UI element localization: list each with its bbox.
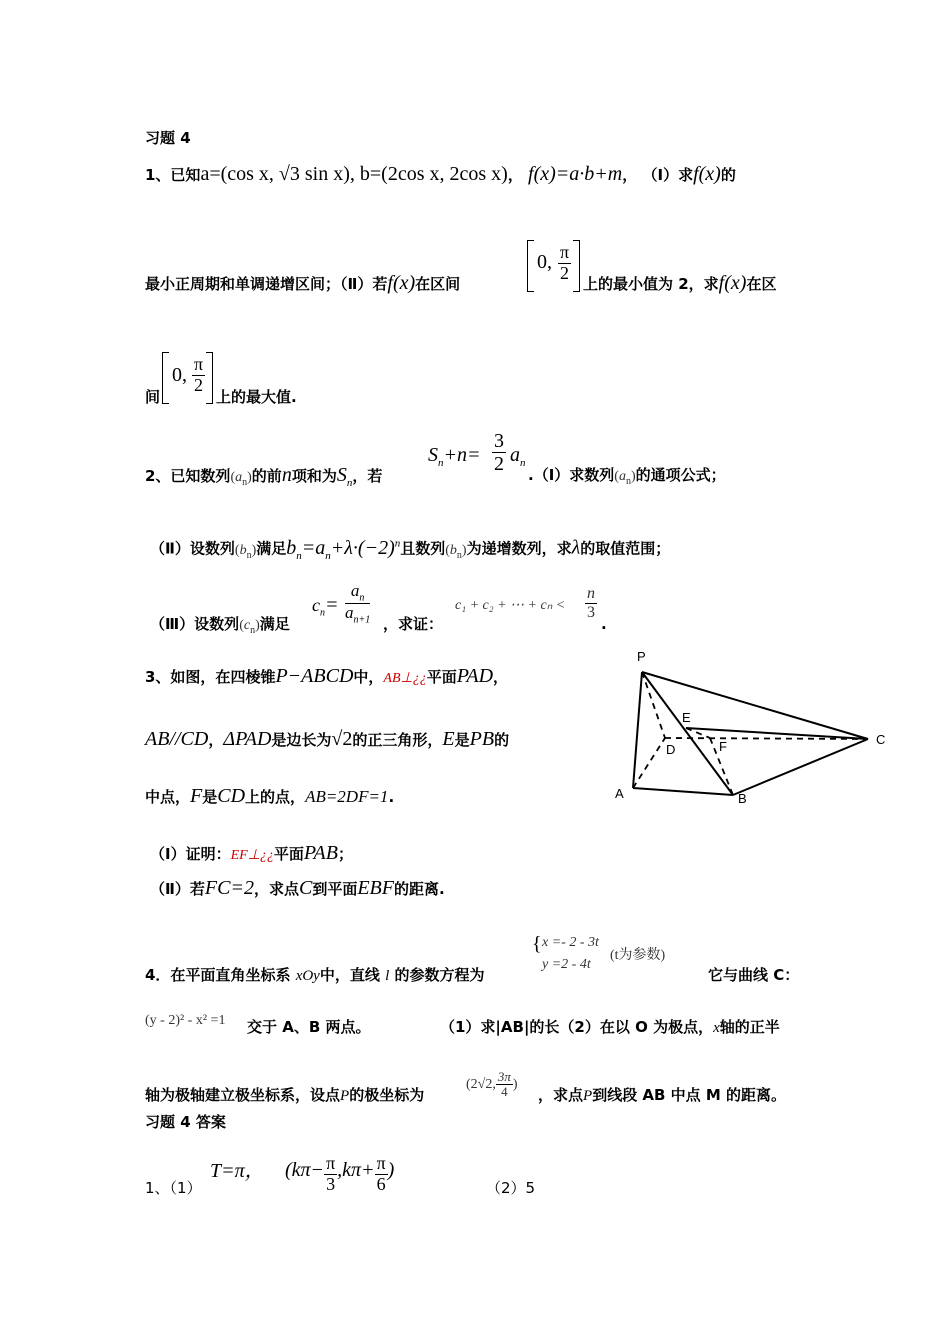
p3-t2: 平面: [426, 668, 457, 686]
p2-t3: ，若: [352, 467, 383, 485]
interval-pi-over-2: [558, 243, 571, 284]
sum-num: n: [587, 585, 595, 602]
p3-pab: PAB: [303, 842, 338, 864]
p3-q1b: 平面: [273, 845, 304, 863]
problem-1-line-2b: [583, 273, 776, 294]
p3-cd: CD: [217, 785, 246, 807]
problem-1-line-2: [145, 273, 460, 294]
p1-l3a: 间: [145, 388, 161, 406]
p2-l3b: 满足: [259, 615, 290, 633]
p3-e: E: [442, 728, 455, 750]
p4-l2c: 轴的正半: [719, 1018, 780, 1036]
p4-l3a: 轴为极轴建立极坐标系，设点: [145, 1086, 341, 1104]
p4-l: l: [385, 968, 390, 984]
problem-4-line-2b: [440, 1017, 780, 1038]
p4-t2: 的参数方程为: [394, 966, 485, 984]
p2-lambda: λ: [571, 536, 581, 559]
p2-t5: 的通项公式；: [635, 466, 726, 484]
p1-q1-fx: f(x): [693, 163, 721, 185]
two2: 2: [194, 374, 204, 395]
problem-4-line-3b: [538, 1085, 786, 1106]
interval2-right-bracket: [206, 352, 213, 404]
problem-3-line-2: [145, 729, 509, 750]
p3-l3a: 中点，: [145, 788, 191, 806]
label-b: B: [738, 791, 747, 806]
p2-bn: $(b_n)$: [234, 542, 257, 561]
p4-P: P: [340, 1088, 350, 1104]
problem-3-line-1: [145, 666, 508, 689]
problem-3-line-3: [145, 786, 394, 807]
answer-1-interval: (kπ− $\frac{\pi}{3}$ ,kπ+ $\frac{\pi}{6}$ ): [285, 1153, 395, 1194]
edge-ad: [633, 738, 665, 788]
p3-q2c: 到平面: [312, 880, 358, 898]
p1-l2c: 上的最小值为 2，求: [583, 275, 719, 293]
p4-lead: 4．在平面直角坐标系: [145, 966, 291, 984]
p4-l2b: （1）求|AB|的长（2）在以 O 为极点，: [440, 1018, 714, 1036]
p4-t1: 中，直线: [319, 966, 380, 984]
p4-l2a: 交于 A、B 两点。: [247, 1018, 371, 1036]
p2-l2a: （Ⅱ）设数列: [150, 539, 235, 558]
p3-l2d: 是边长为: [271, 731, 332, 749]
edge-ab: [633, 788, 733, 795]
p4-l3b: 的极坐标为: [349, 1086, 425, 1104]
p1-l2-fx2: f(x): [718, 272, 747, 294]
p3-l2g: 的: [494, 731, 510, 749]
pyramid-figure: [600, 640, 900, 820]
p2-sum: c₁ + c₂ + ⋯ + cₙ <: [455, 598, 566, 613]
label-a: A: [615, 786, 624, 801]
interval2-left-bracket: [162, 352, 169, 404]
p4-xoy: xOy: [295, 968, 320, 984]
p2-t4: .（Ⅰ）求数列: [528, 466, 615, 484]
p3-c: C: [298, 877, 313, 899]
p2-l3a: （Ⅲ）设数列: [150, 615, 240, 633]
p2-sn: $S_n$: [336, 464, 353, 489]
p3-triangle: ΔPAD: [223, 728, 272, 750]
p1-l2-fx: f(x): [387, 272, 416, 294]
interval-right-bracket: [573, 240, 580, 292]
problem-3-q2: [150, 878, 445, 899]
two: 2: [560, 262, 570, 283]
p3-l3c: 上的点，: [245, 788, 306, 806]
p3-q2d: 的距离.: [393, 880, 445, 898]
problem-2-line-3: [150, 614, 290, 641]
p3-q1c: ；: [338, 845, 354, 863]
edge-pa: [633, 672, 642, 788]
p2-l2e: 的取值范围；: [580, 539, 671, 558]
p4-system: [542, 932, 599, 976]
p3-t3: ，: [493, 668, 509, 686]
problem-2-line-1b: [528, 465, 726, 492]
edge-pd: [642, 672, 665, 738]
answer-1-label: 1、（1）: [145, 1179, 202, 1197]
label-f: F: [719, 739, 727, 754]
page-title: 习题 4: [145, 129, 191, 147]
edge-pb: [642, 672, 733, 795]
problem-4-line-3: [145, 1085, 424, 1106]
p2-l2c: 且数列: [400, 539, 446, 558]
p1-lead: 1、已知: [145, 166, 201, 184]
p2-t1n: n: [281, 464, 292, 486]
p2-bn2: $(b_n)$: [445, 542, 467, 561]
problem-4-line-1: [145, 965, 485, 986]
den-2: 2: [494, 453, 504, 475]
p4-P2: P: [583, 1088, 593, 1104]
p4-t3: 它与曲线 C：: [708, 966, 800, 984]
label-d: D: [666, 742, 676, 757]
problem-1-line-1: 1、已知a=(cos x, √3 sin x), b=(2cos x, 2cos x)， f(x)=a·b+m， （Ⅰ）求f(x)的: [145, 163, 736, 185]
p3-l2e: 的正三角形，: [352, 731, 443, 749]
problem-1-line-3: [145, 387, 160, 407]
interval-left-bracket: [527, 240, 534, 292]
p2-eq-an: $a_n$: [510, 444, 526, 469]
p3-pad: PAD: [456, 665, 494, 687]
p1-fx-def: f(x)=a·b+m: [528, 163, 623, 185]
p3-f: F: [190, 785, 203, 807]
pi: π: [560, 242, 570, 262]
p3-pyramid: P−ABCD: [275, 665, 354, 687]
p3-l2b: ，: [208, 731, 224, 749]
p3-lead: 3、如图，在四棱锥: [145, 668, 276, 686]
p2-an-frac: [345, 582, 370, 626]
sum-den: 3: [587, 603, 595, 621]
label-p: P: [637, 649, 646, 664]
p2-eq-lhs: $S_n+n=$: [428, 444, 481, 469]
p2-lead: 2、已知数列: [145, 467, 231, 485]
p4-l3d: 到线段 AB 中点 M 的距离。: [592, 1086, 787, 1104]
problem-4-line-2: [247, 1017, 371, 1037]
p3-l3b: 是: [202, 788, 218, 806]
frac-num: $a_n$: [345, 582, 370, 604]
p3-ef-perp: EF⊥¿¿: [230, 848, 274, 863]
p3-sqrt2: √2: [331, 728, 353, 750]
p2-cn-eq: $c_n=$: [312, 594, 339, 619]
label-c: C: [876, 732, 886, 747]
p3-ab-cd: AB//CD: [145, 728, 209, 750]
interval-zero: 0,: [537, 251, 552, 273]
answer-1-part2: （2）5: [486, 1179, 536, 1197]
p3-l2f: 是: [454, 731, 470, 749]
answer-1-T: T=π，: [210, 1160, 265, 1182]
answers-title: 习题 4 答案: [145, 1113, 226, 1131]
p2-an: $(a_n)$: [230, 470, 252, 488]
p3-q1a: （Ⅰ）证明：: [150, 845, 231, 863]
p4-curve: (y - 2)² - x² =1: [145, 1013, 226, 1028]
problem-2-line-1: [145, 465, 382, 493]
p2-period: .: [601, 615, 607, 633]
p3-l3d: .: [388, 788, 395, 806]
problem-3-q1: [150, 843, 353, 866]
p3-t1: 中，: [353, 668, 384, 686]
label-e: E: [682, 710, 691, 725]
p4-sys1: x =- 2 - 3t: [542, 935, 599, 950]
p2-three-halves: [492, 430, 506, 475]
edge-pc: [642, 672, 868, 739]
p3-eq: AB=2DF=1: [305, 787, 389, 806]
p2-t1: 的前: [251, 467, 282, 485]
p3-q2a: （Ⅱ）若: [150, 880, 205, 898]
p1-q1-end: 的: [720, 166, 736, 184]
pi2: π: [194, 354, 204, 374]
p2-l2d: 为递增数列，求: [466, 539, 572, 558]
p2-l3c: ，求证：: [383, 615, 444, 633]
problem-1-line-3b: 上的最大值.: [216, 388, 297, 406]
p1-l2b: 在区间: [415, 275, 461, 293]
p4-l3c: ，求点: [538, 1086, 584, 1104]
p4-x: x: [713, 1020, 720, 1036]
p2-n-over-3: [585, 585, 597, 621]
p2-t2: 项和为: [291, 467, 337, 485]
p3-ab-perp: AB⊥¿¿: [383, 671, 427, 686]
p4-param: (t为参数): [610, 948, 666, 963]
p3-q2b: ，求点: [253, 880, 299, 898]
p3-fc: FC=2: [204, 877, 254, 899]
p4-polar: (2√2, $\frac{3\pi}{4}$ ): [466, 1069, 518, 1100]
p1-vectors: a=(cos x, √3 sin x), b=(2cos x, 2cos x): [200, 163, 508, 185]
p4-sys2: y =2 - 4t: [542, 957, 591, 972]
interval2-pi-over-2: [192, 355, 205, 396]
p2-bn-eq: $b_n=a_n+\lambda\cdot(-2)^n$: [286, 536, 401, 562]
num-3: 3: [494, 430, 504, 452]
interval2-zero: 0,: [172, 364, 187, 386]
p1-l2d: 在区: [746, 275, 777, 293]
p1-q1: （Ⅰ）求: [642, 166, 694, 184]
p2-l2b: 满足: [256, 539, 287, 558]
edge-bc: [733, 739, 868, 795]
p2-cn: $(c_n)$: [239, 618, 260, 636]
p2-an2: $(a_n)$: [614, 469, 636, 487]
p1-l2a: 最小正周期和单调递增区间；（Ⅱ）若: [145, 275, 388, 293]
p3-ebf: EBF: [357, 877, 394, 899]
p4-brace: {: [532, 933, 542, 955]
problem-2-line-2: [150, 533, 670, 566]
frac-den: $a_{n+1}$: [345, 603, 371, 626]
p3-pb: PB: [469, 728, 495, 750]
